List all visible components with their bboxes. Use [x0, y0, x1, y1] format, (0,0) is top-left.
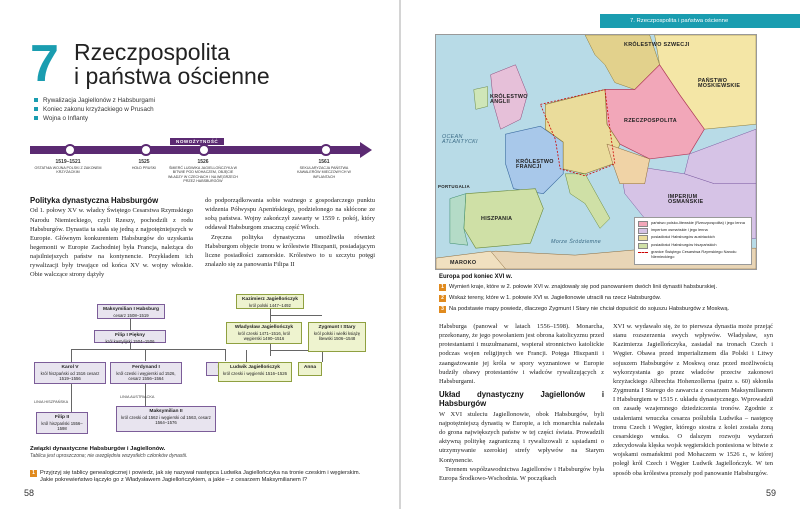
- tree-node-anna: Anna: [298, 362, 322, 376]
- tree-node-filip-ii: Filip II król hiszpański 1556–1598: [36, 412, 88, 434]
- map-legend: [634, 217, 752, 265]
- paragraph: W XVI stuleciu Jagiellonowie, obok Habsburgów, byli najpotężniejszą dynastią w Europie, a ich monarchia należała do grona największych państw w tej części świata. Prowadzili aktywną politykę zagraniczną i rywalizowali z sąsiadami o utrzymywanie szerokiej strefy wpływów na Starym Kontynencie.: [439, 410, 604, 464]
- paragraph: Zręczna polityka dynastyczna umożliwiła również Habsburgom objęcie tronu w królestwie Hiszpanii, posiadającym liczne posiadłości zamorskie. Królestwo to u szczytu potęgi znalazło się za panowania Filipa II: [205, 233, 375, 269]
- tree-node-maksymilian-ii: Maksymilian II król czeski od 1562 i węgierski od 1563, cesarz 1564–1576: [116, 406, 216, 432]
- legend-item: granice Świętego Cesarstwa Rzymskiego Narodu Niemieckiego: [638, 250, 748, 260]
- legend-item: posiadłości Habsburgów austriackich: [638, 235, 748, 241]
- paragraph: Habsburga (panował w latach 1556–1598). Monarcha, przekonany, że jego powołaniem jest obrona katolicyzmu przed protestantami i muzułmanami, wspierał stronnictwo katolickie podczas wojen religijnych we Francji. Potęga Hiszpanii i zaangażowanie jej króla w spory wyznaniowe w Europie budziły obawy protestantów i władców rywalizujących z Habsburgami.: [439, 323, 604, 385]
- map-caption: Europa pod koniec XVI w.: [439, 274, 513, 280]
- timeline-event: 1526 ŚMIERĆ LUDWIKA JAGIELLOŃCZYKA W BITWIE POD MOHACZEM, OBJĘCIE WŁADZY W CZECHACH I NA WĘGRZECH PRZEZ HABSBURGÓW: [167, 159, 238, 183]
- task-text: Przyjrzyj się tablicy genealogicznej i powiedz, jak się nazywał następca Ludwika Jagiellończyka na tronie czeskim i węgierskim. Jakie pokrewieństwo łączyło go z Władysławem Jagiellończykiem, a jakie – z cesarzem Maksymilianem I?: [40, 470, 361, 484]
- tree-line: [145, 349, 146, 361]
- page-number: 58: [24, 488, 35, 498]
- tree-node-wladyslaw: Władysław Jagiellończyk król czeski 1471–1516, król węgierski 1490–1516: [226, 322, 302, 344]
- task-item: [30, 470, 375, 485]
- map-label: MAROKO: [450, 260, 477, 266]
- tree-line-label: LINIA AUSTRIACKA: [120, 395, 155, 399]
- topic-item: Koniec zakonu krzyżackiego w Prusach: [34, 105, 155, 114]
- task-number: 1: [30, 470, 37, 477]
- family-tree: [30, 292, 375, 442]
- paragraph: XVI w. wydawało się, że to pierwsza dynastia może przejąć stanu rozszerzenia swych wpływów. Władysław, syn Kazimierza Jagiellończyka, zasiadał na tronach Czech i Węgier. Obawa przed imperializmem dla Polski i Litwy sojuszem Habsburgów z Moskwą oraz przed możliwością wykorzystania go przez władców przeciw zakonowi krzyżackiego Albrechta Hohenzollerna (patrz s. 60) skłoniła Zygmunta I Starego do zawarcia z cesarzem Maksymilianem I Habsburgiem w 1515 r. układu dynastycznego. Wprowadził on zasadę wzajemnego dziedziczenia tronów. Zgodnie z ustaleniami wnuczka cesarza poślubiła Ludwika – następcę tronu Czech i Węgier, którego siostra z kolei została żoną cesarskiego wnuka. O dalszym rozwoju wydarzeń zdecydowała klęska wojsk węgierskich poniesiona w bitwie z wojskami osmańskimi pod Mohaczem w 1526 r., w której poległ król Czech i Węgier Ludwik Jagiellończyk. W ten sposób oba królestwa przeszły pod panowanie Habsburgów.: [613, 323, 773, 477]
- map-label: PAŃSTWO MOSKIEWSKIE: [698, 78, 741, 90]
- europe-map: [435, 34, 757, 270]
- left-page: [0, 0, 399, 509]
- topic-item: Wojna o Inflanty: [34, 114, 155, 123]
- timeline-event: 1561 SEKULARYZACJA PAŃSTWA KAWALERÓW MIECZOWYCH W INFLANTACH: [297, 159, 351, 179]
- map-label: RZECZPOSPOLITA: [624, 118, 677, 124]
- task-item: 2 Wskaż tereny, które w 1. połowie XVI w. Jagiellonowie utracili na rzecz Habsburgów.: [439, 295, 759, 302]
- chapter-title-line2: i państwa ościenne: [74, 63, 270, 90]
- tree-node-maksymilian-i: Maksymilian I Habsburg cesarz 1508–1519: [97, 304, 165, 319]
- chapter-number: 7: [30, 35, 59, 93]
- tree-node-zygmunt-i: Zygmunt I Stary król polski i wielki książę litewski 1506–1548: [308, 322, 366, 352]
- task-item: 1 Wymień kraje, które w 2. połowie XVI w. znajdowały się pod panowaniem dwóch linii dynastii habsburskiej.: [439, 284, 759, 291]
- map-label: OCEAN ATLANTYCKI: [442, 134, 478, 146]
- tree-line-label: LINIA HISZPAŃSKA: [34, 400, 69, 404]
- running-head: 7. Rzeczpospolita i państwa ościenne: [600, 14, 800, 28]
- tree-line: [71, 349, 225, 350]
- tree-node-ludwik: Ludwik Jagiellończyk król czeski i węgierski 1516–1526: [218, 362, 292, 382]
- text-column-2: [205, 196, 375, 269]
- map-label: PORTUGALIA: [438, 184, 471, 189]
- timeline-marker: [198, 143, 206, 157]
- tree-line: [130, 318, 131, 330]
- text-column-1: [30, 196, 193, 280]
- page-number: 59: [765, 488, 776, 498]
- timeline-marker: [64, 143, 72, 157]
- tree-line: [71, 384, 72, 412]
- chapter-title-line1: Rzeczpospolita: [74, 39, 230, 65]
- task-item: 3 Na podstawie mapy powiedz, dlaczego Zygmunt I Stary nie chciał dopuścić do sojuszu Habsburgów z Moskwą.: [439, 306, 759, 313]
- timeline-marker: [140, 143, 148, 157]
- map-label: KRÓLESTWO FRANCJI: [516, 159, 554, 171]
- tree-line: [71, 349, 72, 363]
- map-label: IMPERIUM OSMAŃSKIE: [668, 194, 704, 206]
- text-column-1: [439, 322, 604, 483]
- legend-item: państwo polsko-litewskie (Rzeczpospolita) i jego lenna: [638, 221, 748, 227]
- tree-line: [225, 349, 226, 361]
- tree-node-karol-v: Karol V król hiszpański od 1516 cesarz 1519–1556: [34, 362, 106, 384]
- section-heading: Polityka dynastyczna Habsburgów: [30, 196, 159, 205]
- map-label: KRÓLESTWO SZWECJI: [624, 42, 690, 48]
- text-column-2: [613, 322, 773, 478]
- chapter-title: [74, 40, 294, 88]
- timeline-arrow-icon: [360, 142, 372, 158]
- right-page: [401, 0, 800, 509]
- tree-line: [246, 350, 247, 362]
- timeline-era-label: NOWOŻYTNOŚĆ: [170, 138, 224, 145]
- tree-node-filip-i: Filip I Piękny król kastylijski 1504–1506: [94, 330, 166, 343]
- tree-caption: Związki dynastyczne Habsburgów i Jagiellonów. Tablica jest uproszczona; nie uwzględnia wszystkich członków dynastii.: [30, 446, 188, 460]
- paragraph: Od 1. połowy XV w. władcy Świętego Cesarstwa Rzymskiego Narodu Niemieckiego, czyli Rzeszy, pochodzili z rodu Habsburgów. Dynastia ta stała się jedną z najpotężniejszych w Europie. Głównym konkurentem Habsburgów do uzyskania hegemonii w Europie Zachodniej była Francja, należąca do najsilniejszych państw na kontynencie. Przykładem ich rywalizacji były trwające od końca XV w. wojny włoskie. Obie walczące strony dążyły: [30, 207, 193, 279]
- timeline-event: 1519–1521 OSTATNIA WOJNA POLSKI Z ZAKONEM KRZYŻACKIM: [34, 159, 102, 175]
- topic-list: [34, 96, 155, 123]
- map-label: HISZPANIA: [481, 216, 513, 222]
- map-label: Morze Śródziemne: [551, 239, 602, 245]
- tree-node-ferdynand-i: Ferdynand I król czeski i węgierski od 1526, cesarz 1556–1564: [110, 362, 182, 384]
- legend-item: posiadłości Habsburgów hiszpańskich: [638, 243, 748, 249]
- topic-item: Rywalizacja Jagiellonów z Habsburgami: [34, 96, 155, 105]
- map-label: KRÓLESTWO ANGLII: [490, 94, 528, 106]
- tree-node-kazimierz: Kazimierz Jagiellończyk król polski 1447–1492: [236, 294, 304, 309]
- timeline-bar: [30, 146, 360, 154]
- tree-line: [270, 315, 322, 316]
- paragraph: do podporządkowania sobie ważnego z gospodarczego punktu widzenia Półwyspu Apenińskiego, podzielonego na skłócone ze sobą państwa. Wojny zakończył zawarty w 1559 r. pokój, który oddawał Habsburgom znaczną część Włoch.: [205, 197, 375, 232]
- section-heading: Układ dynastyczny Jagiellonów i Habsburgów: [439, 390, 604, 409]
- timeline: [30, 138, 375, 188]
- timeline-event: 1525 HOŁD PRUSKI: [131, 159, 157, 170]
- timeline-marker: [320, 143, 328, 157]
- tree-note: Tablica jest uproszczona; nie uwzględnia wszystkich członków dynastii.: [30, 453, 188, 460]
- legend-item: imperium osmańskie i jego lenna: [638, 228, 748, 234]
- paragraph: Terenem współzawodnictwa Jagiellonów i Habsburgów była Europa Środkowo-Wschodnia. W początkach: [439, 465, 604, 482]
